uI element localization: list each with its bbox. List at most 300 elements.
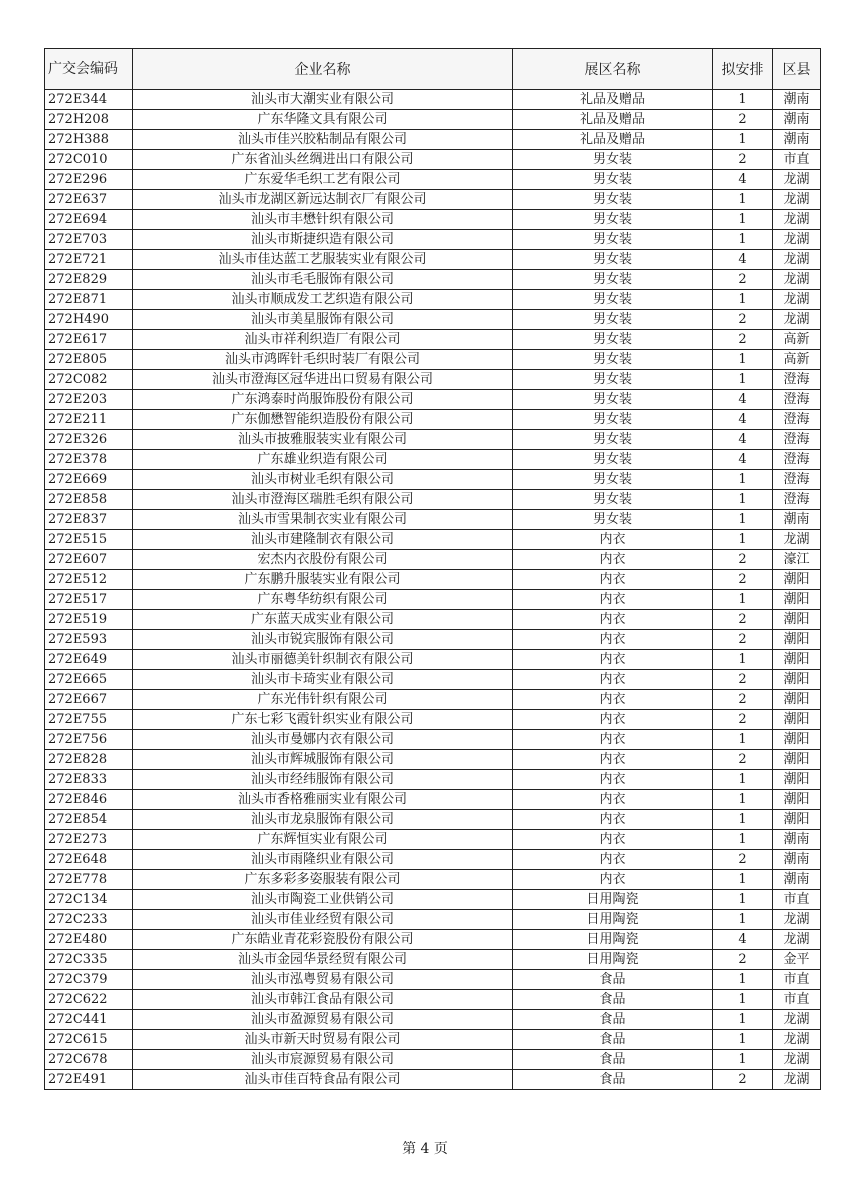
- cell-district: 龙湖: [773, 210, 821, 230]
- cell-zone: 日用陶瓷: [513, 950, 713, 970]
- cell-district: 潮阳: [773, 790, 821, 810]
- cell-company: 汕头市佳达蓝工艺服装实业有限公司: [133, 250, 513, 270]
- table-row: [45, 630, 821, 650]
- table-body: [45, 90, 821, 1090]
- table-row: [45, 150, 821, 170]
- cell-planned: 1: [713, 370, 773, 390]
- cell-planned: 1: [713, 1030, 773, 1050]
- cell-district: 高新: [773, 350, 821, 370]
- cell-code: 272C622: [45, 990, 133, 1010]
- cell-company: 广东雄业织造有限公司: [133, 450, 513, 470]
- cell-planned: 1: [713, 130, 773, 150]
- cell-code: 272E828: [45, 750, 133, 770]
- table-row: [45, 170, 821, 190]
- cell-company: 广东粤华纺织有限公司: [133, 590, 513, 610]
- cell-company: 汕头市韩江食品有限公司: [133, 990, 513, 1010]
- cell-code: 272E871: [45, 290, 133, 310]
- table-row: [45, 90, 821, 110]
- cell-company: 汕头市澄海区冠华进出口贸易有限公司: [133, 370, 513, 390]
- table-row: [45, 690, 821, 710]
- table-row: [45, 570, 821, 590]
- cell-district: 龙湖: [773, 930, 821, 950]
- cell-company: 汕头市龙泉服饰有限公司: [133, 810, 513, 830]
- table-row: [45, 530, 821, 550]
- cell-code: 272E833: [45, 770, 133, 790]
- cell-company: 广东光伟针织有限公司: [133, 690, 513, 710]
- cell-company: 汕头市新天时贸易有限公司: [133, 1030, 513, 1050]
- cell-code: 272C615: [45, 1030, 133, 1050]
- cell-planned: 2: [713, 850, 773, 870]
- cell-district: 龙湖: [773, 1050, 821, 1070]
- cell-company: 汕头市雪果制衣实业有限公司: [133, 510, 513, 530]
- cell-planned: 1: [713, 230, 773, 250]
- table-row: [45, 770, 821, 790]
- cell-planned: 1: [713, 650, 773, 670]
- cell-district: 澄海: [773, 410, 821, 430]
- cell-zone: 内衣: [513, 690, 713, 710]
- cell-company: 汕头市大潮实业有限公司: [133, 90, 513, 110]
- cell-district: 市直: [773, 150, 821, 170]
- cell-district: 龙湖: [773, 530, 821, 550]
- table-row: [45, 130, 821, 150]
- cell-zone: 内衣: [513, 570, 713, 590]
- cell-planned: 1: [713, 490, 773, 510]
- cell-company: 汕头市香格雅丽实业有限公司: [133, 790, 513, 810]
- cell-zone: 男女装: [513, 410, 713, 430]
- cell-company: 广东爱华毛织工艺有限公司: [133, 170, 513, 190]
- header-district: 区县: [773, 49, 821, 90]
- cell-zone: 食品: [513, 1050, 713, 1070]
- cell-zone: 内衣: [513, 730, 713, 750]
- cell-zone: 内衣: [513, 770, 713, 790]
- cell-zone: 男女装: [513, 390, 713, 410]
- cell-zone: 食品: [513, 1030, 713, 1050]
- cell-planned: 2: [713, 710, 773, 730]
- cell-district: 潮南: [773, 510, 821, 530]
- cell-district: 澄海: [773, 430, 821, 450]
- cell-company: 汕头市佳业经贸有限公司: [133, 910, 513, 930]
- cell-company: 广东鹏升服装实业有限公司: [133, 570, 513, 590]
- cell-code: 272C678: [45, 1050, 133, 1070]
- cell-code: 272E665: [45, 670, 133, 690]
- cell-district: 龙湖: [773, 310, 821, 330]
- exhibitor-table: [44, 48, 821, 1090]
- cell-district: 龙湖: [773, 250, 821, 270]
- page-number: 第 4 页: [402, 1141, 448, 1157]
- table-row: [45, 230, 821, 250]
- cell-company: 汕头市佳兴胶粘制品有限公司: [133, 130, 513, 150]
- cell-zone: 日用陶瓷: [513, 930, 713, 950]
- cell-company: 汕头市经纬服饰有限公司: [133, 770, 513, 790]
- cell-zone: 内衣: [513, 670, 713, 690]
- cell-company: 广东蓝天成实业有限公司: [133, 610, 513, 630]
- cell-company: 广东多彩多姿服装有限公司: [133, 870, 513, 890]
- table-row: [45, 250, 821, 270]
- cell-zone: 内衣: [513, 710, 713, 730]
- cell-planned: 1: [713, 90, 773, 110]
- cell-company: 宏杰内衣股份有限公司: [133, 550, 513, 570]
- cell-planned: 1: [713, 990, 773, 1010]
- cell-zone: 男女装: [513, 370, 713, 390]
- cell-planned: 1: [713, 210, 773, 230]
- cell-company: 汕头市盈源贸易有限公司: [133, 1010, 513, 1030]
- cell-code: 272E846: [45, 790, 133, 810]
- cell-district: 潮阳: [773, 670, 821, 690]
- cell-zone: 食品: [513, 1070, 713, 1090]
- cell-district: 市直: [773, 990, 821, 1010]
- cell-district: 龙湖: [773, 170, 821, 190]
- cell-code: 272E203: [45, 390, 133, 410]
- cell-company: 汕头市陶瓷工业供销公司: [133, 890, 513, 910]
- cell-district: 市直: [773, 970, 821, 990]
- cell-code: 272E378: [45, 450, 133, 470]
- cell-zone: 内衣: [513, 870, 713, 890]
- cell-district: 潮阳: [773, 650, 821, 670]
- cell-company: 汕头市曼娜内衣有限公司: [133, 730, 513, 750]
- cell-planned: 1: [713, 590, 773, 610]
- cell-company: 汕头市丰懋针织有限公司: [133, 210, 513, 230]
- table-row: [45, 410, 821, 430]
- header-planned: 拟安排: [713, 49, 773, 90]
- cell-district: 澄海: [773, 450, 821, 470]
- cell-code: 272E756: [45, 730, 133, 750]
- cell-company: 汕头市美星服饰有限公司: [133, 310, 513, 330]
- cell-planned: 1: [713, 470, 773, 490]
- cell-company: 汕头市祥利织造厂有限公司: [133, 330, 513, 350]
- cell-company: 汕头市毛毛服饰有限公司: [133, 270, 513, 290]
- cell-planned: 1: [713, 810, 773, 830]
- cell-zone: 男女装: [513, 490, 713, 510]
- table-row: [45, 750, 821, 770]
- cell-company: 汕头市金园华景经贸有限公司: [133, 950, 513, 970]
- cell-district: 澄海: [773, 390, 821, 410]
- cell-zone: 男女装: [513, 470, 713, 490]
- cell-company: 汕头市宸源贸易有限公司: [133, 1050, 513, 1070]
- cell-zone: 内衣: [513, 810, 713, 830]
- header-code: 广交会编码: [45, 49, 133, 90]
- table-row: [45, 430, 821, 450]
- table-row: [45, 950, 821, 970]
- cell-zone: 日用陶瓷: [513, 890, 713, 910]
- cell-code: 272E854: [45, 810, 133, 830]
- cell-district: 龙湖: [773, 1030, 821, 1050]
- cell-planned: 2: [713, 110, 773, 130]
- cell-company: 汕头市披雅服装实业有限公司: [133, 430, 513, 450]
- table-row: [45, 290, 821, 310]
- cell-district: 潮阳: [773, 610, 821, 630]
- cell-planned: 1: [713, 890, 773, 910]
- cell-district: 龙湖: [773, 1070, 821, 1090]
- table-row: [45, 370, 821, 390]
- table-row: [45, 1050, 821, 1070]
- table-row: [45, 910, 821, 930]
- cell-zone: 内衣: [513, 790, 713, 810]
- cell-zone: 内衣: [513, 530, 713, 550]
- cell-district: 潮南: [773, 830, 821, 850]
- cell-district: 潮南: [773, 110, 821, 130]
- cell-code: 272C010: [45, 150, 133, 170]
- cell-district: 潮阳: [773, 570, 821, 590]
- table-row: [45, 190, 821, 210]
- cell-company: 汕头市斯捷织造有限公司: [133, 230, 513, 250]
- table-row: [45, 590, 821, 610]
- cell-company: 广东辉恒实业有限公司: [133, 830, 513, 850]
- cell-planned: 1: [713, 870, 773, 890]
- cell-planned: 4: [713, 430, 773, 450]
- cell-zone: 男女装: [513, 190, 713, 210]
- cell-district: 龙湖: [773, 1010, 821, 1030]
- cell-planned: 2: [713, 610, 773, 630]
- cell-district: 濠江: [773, 550, 821, 570]
- cell-code: 272H490: [45, 310, 133, 330]
- table-row: [45, 390, 821, 410]
- cell-company: 汕头市树业毛织有限公司: [133, 470, 513, 490]
- cell-planned: 2: [713, 150, 773, 170]
- cell-district: 龙湖: [773, 290, 821, 310]
- cell-planned: 1: [713, 510, 773, 530]
- cell-planned: 1: [713, 790, 773, 810]
- cell-district: 龙湖: [773, 230, 821, 250]
- cell-district: 高新: [773, 330, 821, 350]
- cell-company: 广东七彩飞霞针织实业有限公司: [133, 710, 513, 730]
- cell-company: 汕头市建隆制衣有限公司: [133, 530, 513, 550]
- cell-company: 汕头市丽德美针织制衣有限公司: [133, 650, 513, 670]
- table-row: [45, 890, 821, 910]
- cell-code: 272E637: [45, 190, 133, 210]
- cell-zone: 内衣: [513, 750, 713, 770]
- cell-code: 272E721: [45, 250, 133, 270]
- cell-planned: 4: [713, 410, 773, 430]
- cell-company: 汕头市雨隆织业有限公司: [133, 850, 513, 870]
- cell-code: 272E669: [45, 470, 133, 490]
- cell-code: 272E326: [45, 430, 133, 450]
- cell-district: 澄海: [773, 370, 821, 390]
- cell-zone: 食品: [513, 990, 713, 1010]
- cell-planned: 2: [713, 630, 773, 650]
- cell-code: 272C082: [45, 370, 133, 390]
- table-row: [45, 610, 821, 630]
- cell-zone: 食品: [513, 1010, 713, 1030]
- cell-company: 广东鸿泰时尚服饰股份有限公司: [133, 390, 513, 410]
- cell-planned: 2: [713, 550, 773, 570]
- cell-code: 272E858: [45, 490, 133, 510]
- cell-planned: 2: [713, 670, 773, 690]
- cell-company: 汕头市泓粤贸易有限公司: [133, 970, 513, 990]
- cell-zone: 内衣: [513, 830, 713, 850]
- cell-company: 汕头市澄海区瑞胜毛织有限公司: [133, 490, 513, 510]
- cell-planned: 2: [713, 1070, 773, 1090]
- cell-planned: 4: [713, 450, 773, 470]
- cell-district: 市直: [773, 890, 821, 910]
- table-row: [45, 210, 821, 230]
- cell-planned: 4: [713, 390, 773, 410]
- cell-zone: 内衣: [513, 590, 713, 610]
- cell-planned: 2: [713, 270, 773, 290]
- cell-zone: 男女装: [513, 210, 713, 230]
- header-company: 企业名称: [133, 49, 513, 90]
- table-row: [45, 650, 821, 670]
- cell-district: 龙湖: [773, 190, 821, 210]
- cell-zone: 男女装: [513, 250, 713, 270]
- cell-planned: 2: [713, 310, 773, 330]
- cell-zone: 内衣: [513, 550, 713, 570]
- cell-company: 广东华隆文具有限公司: [133, 110, 513, 130]
- cell-district: 潮阳: [773, 730, 821, 750]
- cell-code: 272E648: [45, 850, 133, 870]
- cell-zone: 内衣: [513, 850, 713, 870]
- table-row: [45, 1070, 821, 1090]
- document-sheet: [44, 48, 820, 1090]
- cell-zone: 男女装: [513, 230, 713, 250]
- cell-district: 潮阳: [773, 710, 821, 730]
- cell-company: 汕头市锐宾服饰有限公司: [133, 630, 513, 650]
- cell-zone: 日用陶瓷: [513, 910, 713, 930]
- cell-planned: 1: [713, 190, 773, 210]
- cell-district: 潮阳: [773, 590, 821, 610]
- cell-code: 272E837: [45, 510, 133, 530]
- cell-planned: 2: [713, 950, 773, 970]
- cell-planned: 2: [713, 750, 773, 770]
- cell-code: 272E273: [45, 830, 133, 850]
- cell-zone: 男女装: [513, 170, 713, 190]
- cell-code: 272E607: [45, 550, 133, 570]
- cell-zone: 男女装: [513, 290, 713, 310]
- table-header: [45, 49, 821, 90]
- cell-planned: 4: [713, 250, 773, 270]
- cell-company: 广东伽懋智能织造股份有限公司: [133, 410, 513, 430]
- cell-planned: 1: [713, 530, 773, 550]
- cell-zone: 男女装: [513, 150, 713, 170]
- cell-code: 272E491: [45, 1070, 133, 1090]
- table-row: [45, 1030, 821, 1050]
- table-row: [45, 110, 821, 130]
- cell-planned: 4: [713, 170, 773, 190]
- cell-district: 潮阳: [773, 750, 821, 770]
- cell-district: 龙湖: [773, 270, 821, 290]
- cell-code: 272E519: [45, 610, 133, 630]
- cell-code: 272E694: [45, 210, 133, 230]
- table-row: [45, 790, 821, 810]
- cell-district: 潮南: [773, 130, 821, 150]
- cell-district: 潮阳: [773, 630, 821, 650]
- cell-code: 272E517: [45, 590, 133, 610]
- cell-district: 龙湖: [773, 910, 821, 930]
- cell-zone: 男女装: [513, 450, 713, 470]
- table-row: [45, 670, 821, 690]
- table-row: [45, 870, 821, 890]
- cell-company: 汕头市顺成发工艺织造有限公司: [133, 290, 513, 310]
- cell-district: 潮阳: [773, 770, 821, 790]
- cell-code: 272E512: [45, 570, 133, 590]
- cell-code: 272C233: [45, 910, 133, 930]
- cell-district: 金平: [773, 950, 821, 970]
- cell-district: 潮南: [773, 90, 821, 110]
- table-row: [45, 810, 821, 830]
- table-row: [45, 730, 821, 750]
- cell-code: 272H388: [45, 130, 133, 150]
- cell-planned: 1: [713, 1010, 773, 1030]
- cell-planned: 1: [713, 350, 773, 370]
- cell-code: 272E515: [45, 530, 133, 550]
- cell-zone: 男女装: [513, 310, 713, 330]
- cell-code: 272E755: [45, 710, 133, 730]
- cell-code: 272C441: [45, 1010, 133, 1030]
- cell-code: 272E480: [45, 930, 133, 950]
- header-row: [45, 49, 821, 90]
- table-row: [45, 930, 821, 950]
- cell-code: 272C134: [45, 890, 133, 910]
- cell-zone: 礼品及赠品: [513, 110, 713, 130]
- cell-planned: 2: [713, 330, 773, 350]
- cell-planned: 4: [713, 930, 773, 950]
- cell-company: 汕头市辉城服饰有限公司: [133, 750, 513, 770]
- cell-code: 272E617: [45, 330, 133, 350]
- cell-zone: 内衣: [513, 650, 713, 670]
- cell-planned: 2: [713, 690, 773, 710]
- cell-zone: 男女装: [513, 270, 713, 290]
- table-row: [45, 970, 821, 990]
- cell-district: 潮南: [773, 850, 821, 870]
- cell-planned: 1: [713, 1050, 773, 1070]
- cell-zone: 礼品及赠品: [513, 130, 713, 150]
- cell-planned: 1: [713, 770, 773, 790]
- cell-code: 272E211: [45, 410, 133, 430]
- cell-zone: 内衣: [513, 610, 713, 630]
- cell-planned: 1: [713, 290, 773, 310]
- cell-code: 272E296: [45, 170, 133, 190]
- table-row: [45, 710, 821, 730]
- cell-planned: 2: [713, 570, 773, 590]
- cell-code: 272E778: [45, 870, 133, 890]
- cell-code: 272E667: [45, 690, 133, 710]
- cell-zone: 内衣: [513, 630, 713, 650]
- table-row: [45, 830, 821, 850]
- table-row: [45, 450, 821, 470]
- table-row: [45, 470, 821, 490]
- cell-code: 272E593: [45, 630, 133, 650]
- cell-district: 潮阳: [773, 810, 821, 830]
- cell-code: 272E829: [45, 270, 133, 290]
- cell-zone: 男女装: [513, 350, 713, 370]
- cell-company: 汕头市佳百特食品有限公司: [133, 1070, 513, 1090]
- cell-district: 潮南: [773, 870, 821, 890]
- cell-company: 汕头市鸿晖针毛织时装厂有限公司: [133, 350, 513, 370]
- cell-zone: 男女装: [513, 430, 713, 450]
- cell-company: 广东皓业青花彩瓷股份有限公司: [133, 930, 513, 950]
- table-row: [45, 850, 821, 870]
- table-row: [45, 550, 821, 570]
- table-row: [45, 490, 821, 510]
- cell-zone: 食品: [513, 970, 713, 990]
- cell-planned: 1: [713, 830, 773, 850]
- table-row: [45, 330, 821, 350]
- cell-company: 广东省汕头丝绸进出口有限公司: [133, 150, 513, 170]
- table-row: [45, 270, 821, 290]
- table-row: [45, 990, 821, 1010]
- table-row: [45, 350, 821, 370]
- cell-zone: 礼品及赠品: [513, 90, 713, 110]
- table-row: [45, 310, 821, 330]
- cell-code: 272C379: [45, 970, 133, 990]
- cell-code: 272E344: [45, 90, 133, 110]
- cell-code: 272H208: [45, 110, 133, 130]
- cell-code: 272C335: [45, 950, 133, 970]
- cell-planned: 1: [713, 970, 773, 990]
- cell-company: 汕头市龙湖区新远达制衣厂有限公司: [133, 190, 513, 210]
- cell-company: 汕头市卡琦实业有限公司: [133, 670, 513, 690]
- cell-code: 272E649: [45, 650, 133, 670]
- cell-planned: 1: [713, 730, 773, 750]
